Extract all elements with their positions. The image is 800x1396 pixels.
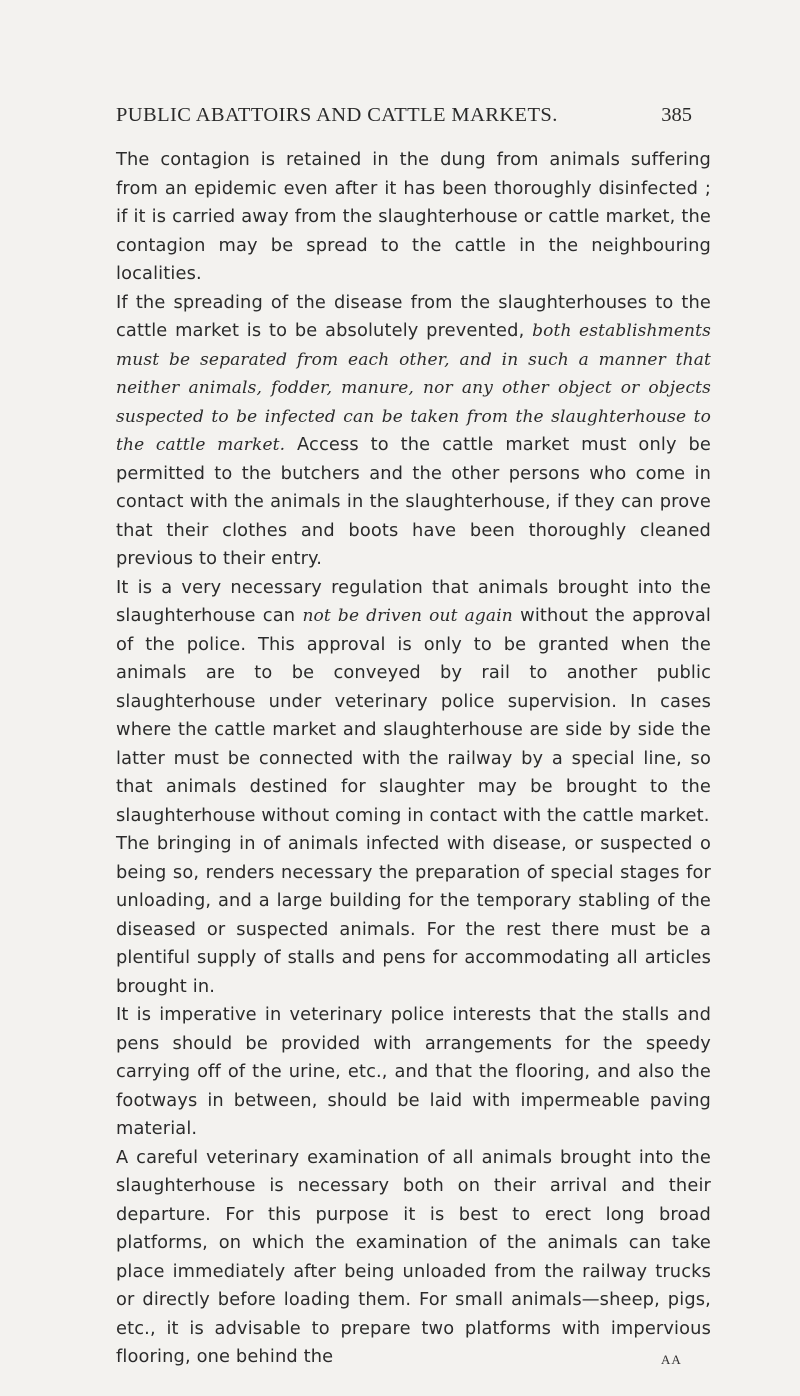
paragraph-text: Access to the cattle market must only be permitted to the butchers and the other persons who come in contact with the animals in the slaughterhouse, if they can prove that their clothes and boots have been thoroughly cleaned previous to their entry. — [116, 434, 711, 569]
running-title: PUBLIC ABATTOIRS AND CATTLE MARKETS. — [116, 104, 558, 126]
paragraph-text: without the approval of the police. This approval is only to be granted when the animals are to be conveyed by rail to another public slaughterhouse under veterinary police supervision. In cases where the cattle market and slaughterhouse are side by side the latter must be connected with the railway by a special line, so that animals destined for slaughter may be brought to the slaughterhouse without coming in contact with the cattle market. — [116, 605, 711, 826]
italic-emphasis: not be driven out again — [302, 606, 513, 626]
paragraph-examination — [116, 1144, 711, 1372]
paragraph-separation — [116, 289, 711, 574]
page-number: 385 — [661, 104, 692, 126]
paragraph-text: It is imperative in veterinary police interests that the stalls and pens should be provided with arrangements for the speedy carrying off of the urine, etc., and that the flooring, and also the footways in between, should be laid with impermeable paving material. — [116, 1004, 711, 1139]
paragraph-infected-animals — [116, 830, 711, 1001]
running-head — [116, 104, 692, 134]
paragraph-regulation — [116, 574, 711, 831]
signature-mark: AA — [661, 1352, 682, 1367]
paragraph-text: A careful veterinary examination of all animals brought into the slaughterhouse is necessary both on their arrival and their departure. For this purpose it is best to erect long broad platforms, on which the examination of the animals can take place immediately after being unloaded from the railway trucks or directly before loading them. For small animals—sheep, pigs, etc., it is advisable to prepare two platforms with impervious flooring, one behind the — [116, 1146, 711, 1367]
paragraph-text: The bringing in of animals infected with disease, or suspected o being so, renders necessary the preparation of special stages for unloading, and a large building for the temporary stabling of the diseased or suspected animals. For the rest there must be a plentiful supply of stalls and pens for accommodating all articles brought in. — [116, 833, 711, 997]
body-text — [116, 146, 711, 1372]
paragraph-text: It is a very necessary regulation that animals brought into the slaughterhouse can — [116, 576, 711, 626]
paragraph-stalls-and-pens — [116, 1001, 711, 1144]
paragraph-text: The contagion is retained in the dung from animals suffering from an epidemic even after it has been thoroughly disinfected ; if it is carried away from the slaughterhouse or cattle market, the contagion may be spread to the cattle in the neighbouring localities. — [116, 149, 711, 284]
paragraph-text: If the spreading of the disease from the slaughterhouses to the cattle market is to be absolutely prevented, — [116, 291, 711, 341]
paragraph-contagion — [116, 146, 711, 289]
italic-emphasis: both establishments must be separated from each other, and in such a manner that neither animals, fodder, manure, nor any other object or objects suspected to be infected can be taken from the slaughterhouse to the cattle market. — [116, 321, 711, 455]
